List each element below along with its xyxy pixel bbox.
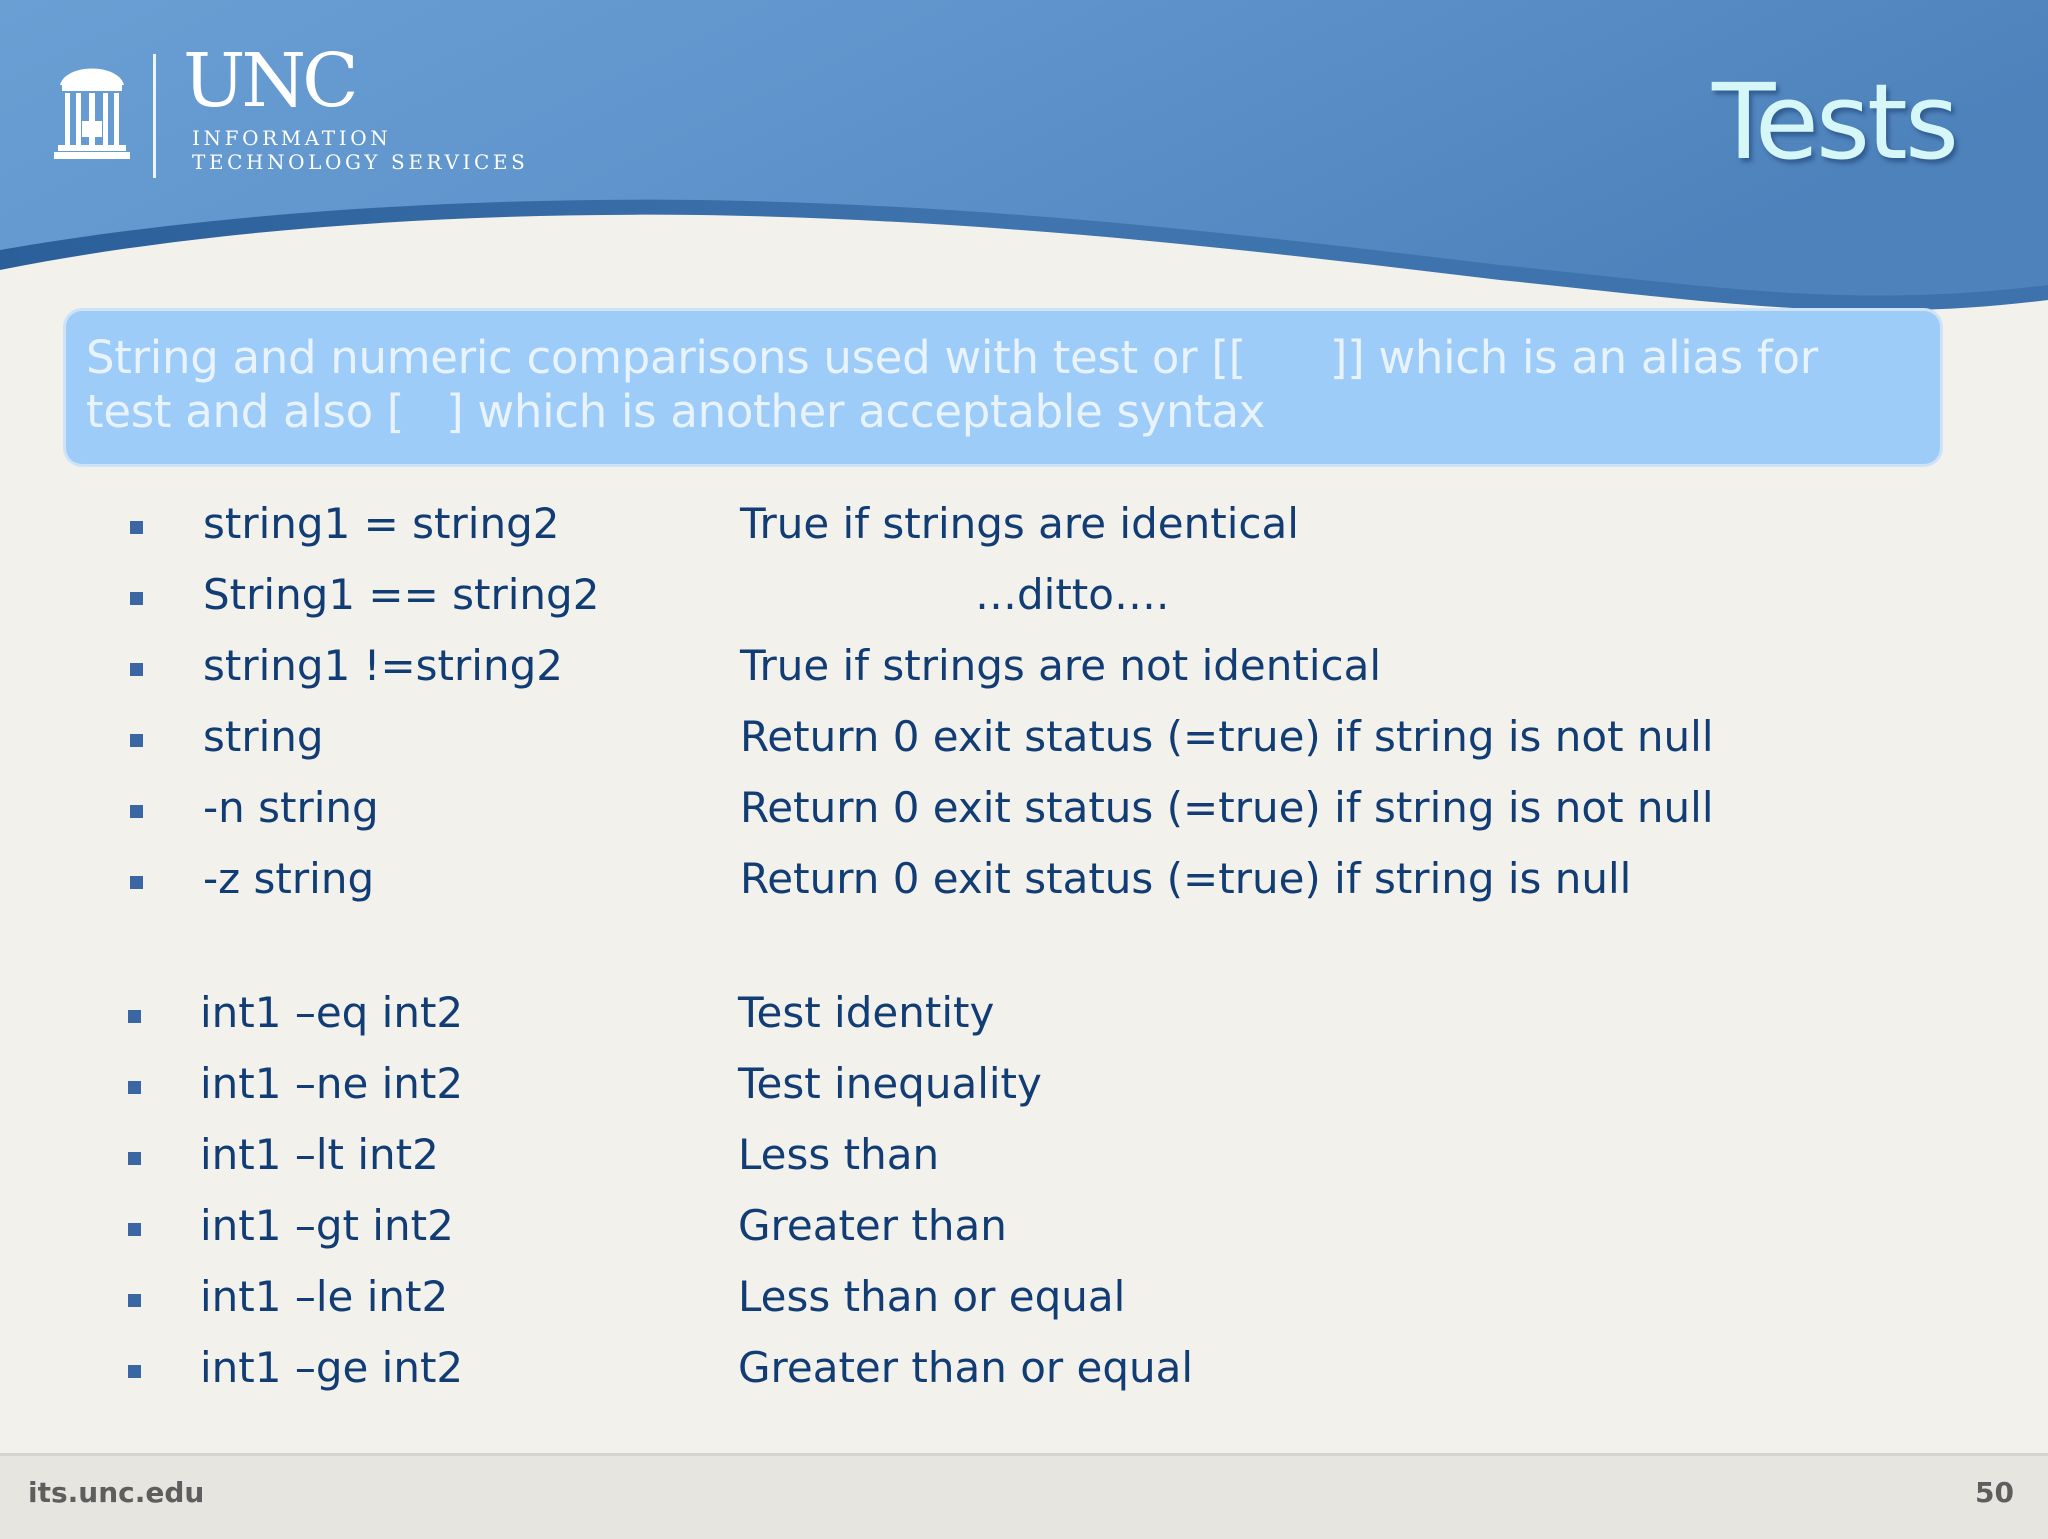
list-item bbox=[0, 783, 2048, 847]
page-number: 50 bbox=[1975, 1476, 2014, 1509]
test-operator: -z string bbox=[203, 854, 375, 903]
test-operator: int1 –ne int2 bbox=[200, 1059, 464, 1108]
test-operator: -n string bbox=[203, 783, 379, 832]
bullet-icon bbox=[130, 876, 143, 889]
test-description: Greater than or equal bbox=[738, 1343, 1194, 1392]
test-description: True if strings are not identical bbox=[740, 641, 1381, 690]
logo-wordmark: UNC bbox=[183, 38, 355, 124]
bullet-icon bbox=[130, 521, 143, 534]
intro-line-1: String and numeric comparisons used with test or [[ ]] which is an alias for bbox=[86, 331, 1818, 384]
test-operator: int1 –eq int2 bbox=[200, 988, 464, 1037]
test-operator: string1 = string2 bbox=[203, 499, 560, 548]
intro-text bbox=[86, 331, 1916, 439]
bullet-icon bbox=[128, 1010, 141, 1023]
list-item bbox=[0, 641, 2048, 705]
list-item bbox=[0, 570, 2048, 634]
bullet-icon bbox=[128, 1081, 141, 1094]
list-item bbox=[0, 1130, 2048, 1194]
test-operator: string1 !=string2 bbox=[203, 641, 563, 690]
test-description: Return 0 exit status (=true) if string is not null bbox=[740, 712, 1714, 761]
intro-callout bbox=[66, 311, 1940, 464]
list-item bbox=[0, 712, 2048, 776]
logo-subtitle-line2: TECHNOLOGY SERVICES bbox=[192, 150, 529, 174]
list-item bbox=[0, 988, 2048, 1052]
bullet-icon bbox=[128, 1223, 141, 1236]
logo-divider bbox=[153, 54, 156, 178]
slide-footer bbox=[0, 1453, 2048, 1539]
test-description: …ditto…. bbox=[975, 570, 1170, 619]
test-operator: string bbox=[203, 712, 324, 761]
test-description: Return 0 exit status (=true) if string is not null bbox=[740, 783, 1714, 832]
test-description: True if strings are identical bbox=[740, 499, 1299, 548]
bullet-icon bbox=[130, 663, 143, 676]
bullet-icon bbox=[130, 592, 143, 605]
slide-title: Tests bbox=[1712, 61, 1956, 183]
test-description: Test inequality bbox=[738, 1059, 1042, 1108]
list-item bbox=[0, 1272, 2048, 1336]
bullet-icon bbox=[130, 805, 143, 818]
test-operator: String1 == string2 bbox=[203, 570, 600, 619]
footer-site: its.unc.edu bbox=[28, 1476, 205, 1509]
test-operator: int1 –gt int2 bbox=[200, 1201, 454, 1250]
list-item bbox=[0, 854, 2048, 918]
bullet-icon bbox=[128, 1294, 141, 1307]
bullet-icon bbox=[128, 1152, 141, 1165]
bullet-icon bbox=[128, 1365, 141, 1378]
bullet-icon bbox=[130, 734, 143, 747]
test-description: Return 0 exit status (=true) if string is null bbox=[740, 854, 1632, 903]
test-operator: int1 –lt int2 bbox=[200, 1130, 439, 1179]
test-operator: int1 –ge int2 bbox=[200, 1343, 464, 1392]
test-description: Less than bbox=[738, 1130, 940, 1179]
list-item bbox=[0, 1059, 2048, 1123]
list-item bbox=[0, 1343, 2048, 1407]
old-well-icon bbox=[52, 55, 132, 165]
unc-its-logo bbox=[52, 38, 552, 180]
test-description: Less than or equal bbox=[738, 1272, 1126, 1321]
list-item bbox=[0, 1201, 2048, 1265]
test-operator: int1 –le int2 bbox=[200, 1272, 449, 1321]
test-description: Test identity bbox=[738, 988, 995, 1037]
test-description: Greater than bbox=[738, 1201, 1007, 1250]
list-item bbox=[0, 499, 2048, 563]
logo-subtitle-line1: INFORMATION bbox=[192, 126, 392, 150]
intro-line-2: test and also [ ] which is another acceptable syntax bbox=[86, 385, 1266, 438]
